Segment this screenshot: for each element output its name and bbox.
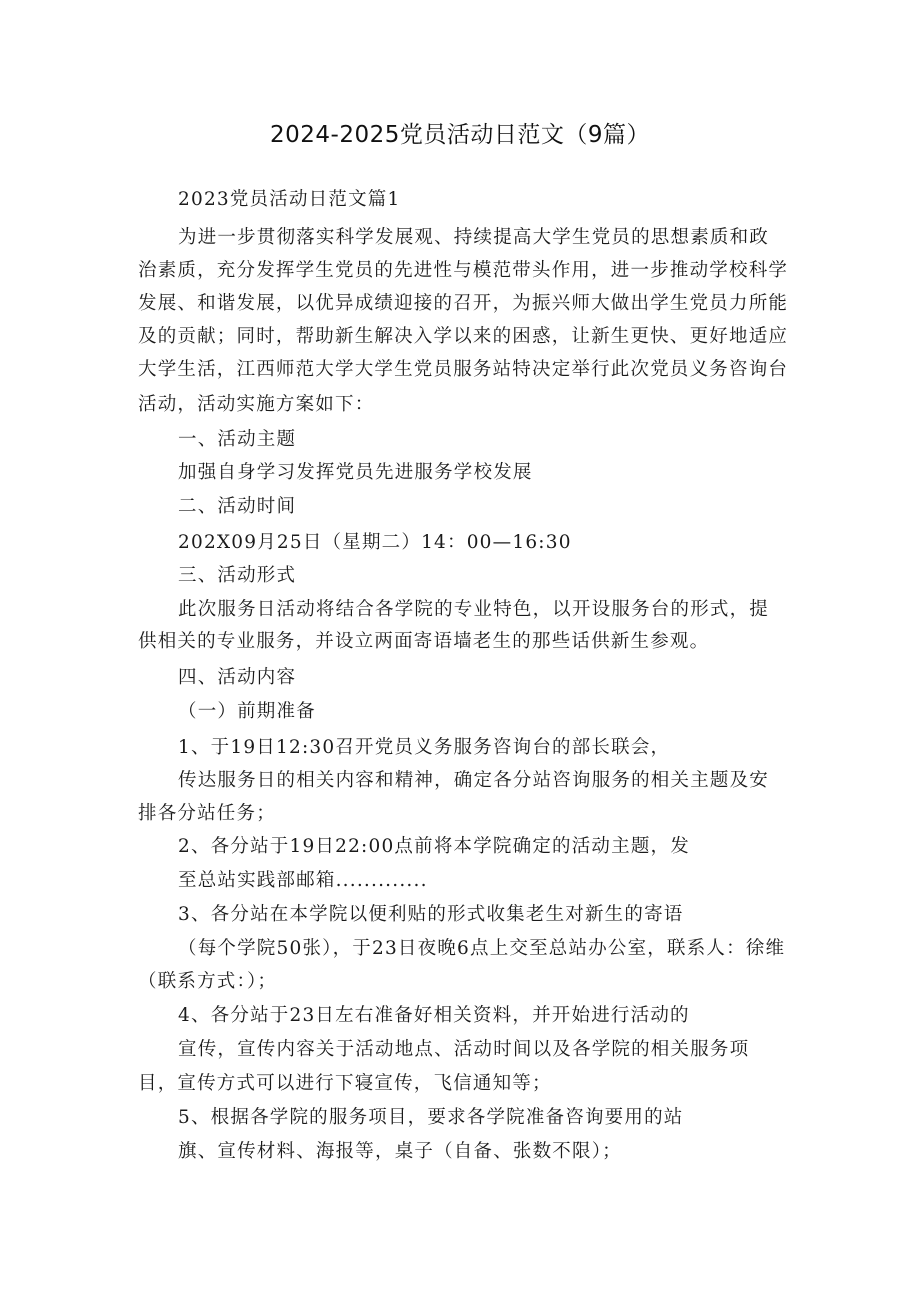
paragraph-line: 至总站实践部邮箱............. [178,870,428,891]
list-item: 1、于19日12:30召开党员义务服务咨询台的部长联会， [178,737,671,758]
paragraph-line: 及的贡献；同时，帮助新生解决入学以来的困惑，让新生更快、更好地适应 [138,326,789,347]
paragraph-line: 传达服务日的相关内容和精神，确定各分站咨询服务的相关主题及安 [178,770,770,791]
heading-theme: 一、活动主题 [178,429,297,450]
paragraph-line: 发展、和谐发展，以优异成绩迎接的召开，为振兴师大做出学生党员力所能 [138,293,789,314]
list-item: 5、根据各学院的服务项目，要求各学院准备咨询要用的站 [178,1107,684,1128]
paragraph-line: 此次服务日活动将结合各学院的专业特色，以开设服务台的形式，提 [178,599,770,620]
paragraph-line: 加强自身学习发挥党员先进服务学校发展 [178,462,533,483]
paragraph-line: 为进一步贯彻落实科学发展观、持续提高大学生党员的思想素质和政 [178,227,770,248]
paragraph-line: 宣传，宣传内容关于活动地点、活动时间以及各学院的相关服务项 [178,1039,750,1060]
paragraph-line: 活动，活动实施方案如下： [138,394,375,415]
paragraph-line: 治素质，充分发挥学生党员的先进性与模范带头作用，进一步推动学校科学 [138,260,789,281]
paragraph-line: 大学生活，江西师范大学大学生党员服务站特决定举行此次党员义务咨询台 [138,359,789,380]
document-title: 2024-2025党员活动日范文（9篇） [270,122,650,148]
paragraph-line: 目，宣传方式可以进行下寝宣传，飞信通知等； [138,1073,552,1094]
paragraph-line: 旗、宣传材料、海报等，桌子（自备、张数不限）； [178,1141,622,1162]
list-item: 2、各分站于19日22:00点前将本学院确定的活动主题，发 [178,836,690,857]
paragraph-line: 供相关的专业服务，并设立两面寄语墙老生的那些话供新生参观。 [138,631,710,652]
list-item: 3、各分站在本学院以便利贴的形式收集老生对新生的寄语 [178,904,684,925]
list-item: 4、各分站于23日左右准备好相关资料，并开始进行活动的 [178,1005,690,1026]
heading-time: 二、活动时间 [178,496,297,517]
paragraph-line: （联系方式：）； [138,971,278,992]
section-heading: 2023党员活动日范文篇1 [178,189,401,210]
heading-content: 四、活动内容 [178,667,297,688]
subheading-preparation: （一）前期准备 [178,701,316,722]
paragraph-line: （每个学院50张），于23日夜晚6点上交至总站办公室，联系人：徐维 [178,938,786,959]
paragraph-line: 排各分站任务； [138,803,276,824]
heading-form: 三、活动形式 [178,565,297,586]
paragraph-line: 202X09月25日（星期二）14：00—16:30 [178,532,572,553]
